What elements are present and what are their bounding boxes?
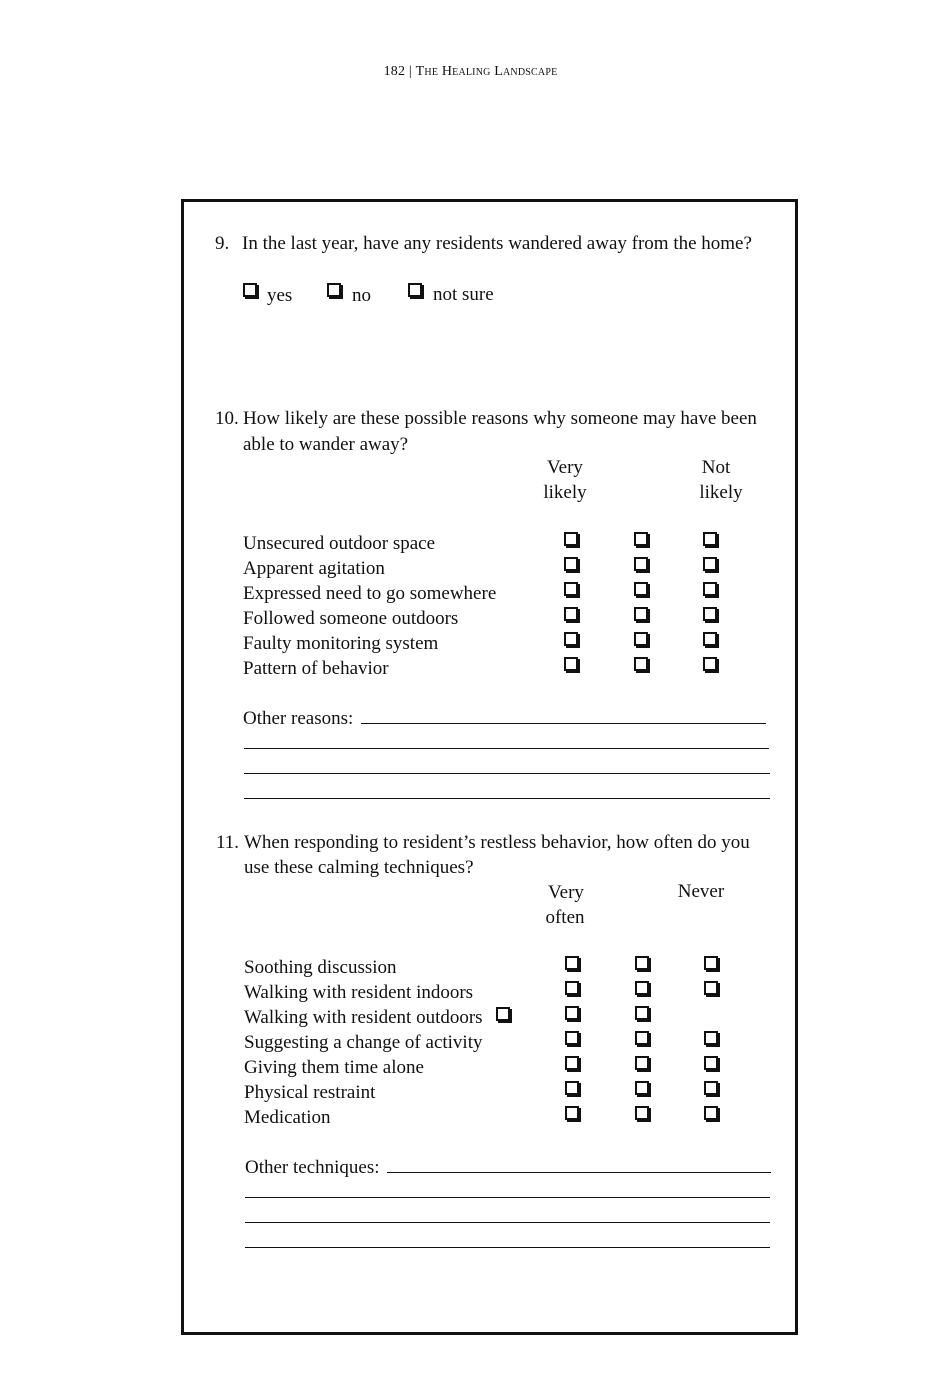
q10-row2-middle-checkbox[interactable]	[634, 557, 648, 571]
q10-other-reasons-label: Other reasons:	[243, 708, 354, 729]
q11-row2-very-often-checkbox[interactable]	[565, 981, 579, 995]
q10-question-line2: able to wander away?	[243, 434, 409, 455]
q10-row5-not-likely-checkbox[interactable]	[703, 632, 717, 646]
q11-row2-middle-checkbox[interactable]	[635, 981, 649, 995]
q11-row4-never-checkbox[interactable]	[704, 1031, 718, 1045]
q10-row4-middle-checkbox[interactable]	[634, 607, 648, 621]
q11-row1-never-checkbox[interactable]	[704, 956, 718, 970]
q10-item-label: Unsecured outdoor space	[243, 533, 436, 554]
q10-question-line1: How likely are these possible reasons why someone may have been	[243, 408, 757, 429]
q10-row4-not-likely-checkbox[interactable]	[703, 607, 717, 621]
q11-item-label: Giving them time alone	[244, 1057, 424, 1078]
q10-other-reasons-line[interactable]	[244, 798, 770, 799]
q9-no-label: no	[352, 285, 371, 306]
q10-row5-middle-checkbox[interactable]	[634, 632, 648, 646]
q11-item-label: Physical restraint	[244, 1082, 376, 1103]
q9-not-sure-checkbox[interactable]	[408, 283, 422, 297]
q10-other-reasons-line[interactable]	[361, 723, 766, 724]
q11-row4-middle-checkbox[interactable]	[635, 1031, 649, 1045]
q10-item-label: Apparent agitation	[243, 558, 385, 579]
q9-no-checkbox[interactable]	[327, 283, 341, 297]
q10-item-label: Pattern of behavior	[243, 658, 389, 679]
q10-row1-very-likely-checkbox[interactable]	[564, 532, 578, 546]
q10-row2-not-likely-checkbox[interactable]	[703, 557, 717, 571]
q11-row7-very-often-checkbox[interactable]	[565, 1106, 579, 1120]
q11-row1-very-often-checkbox[interactable]	[565, 956, 579, 970]
q10-row3-very-likely-checkbox[interactable]	[564, 582, 578, 596]
q10-row5-very-likely-checkbox[interactable]	[564, 632, 578, 646]
q11-row3-middle-checkbox[interactable]	[635, 1006, 649, 1020]
q11-row6-very-often-checkbox[interactable]	[565, 1081, 579, 1095]
q10-row4-very-likely-checkbox[interactable]	[564, 607, 578, 621]
q11-row5-never-checkbox[interactable]	[704, 1056, 718, 1070]
q11-other-techniques-line[interactable]	[245, 1247, 770, 1248]
q10-number: 10.	[215, 408, 239, 429]
q11-row7-middle-checkbox[interactable]	[635, 1106, 649, 1120]
q10-scale-not-likely-label: likely	[699, 482, 743, 503]
q9-number: 9.	[215, 233, 230, 254]
q11-question-line1: When responding to resident’s restless behavior, how often do you	[244, 832, 750, 853]
q10-item-label: Expressed need to go somewhere	[243, 583, 497, 604]
q10-row3-not-likely-checkbox[interactable]	[703, 582, 717, 596]
q10-scale-likely-label: likely	[543, 482, 587, 503]
q11-number: 11.	[216, 832, 240, 853]
q11-item-label: Suggesting a change of activity	[244, 1032, 483, 1053]
page-number: 182	[383, 64, 406, 79]
q11-item-label: Walking with resident outdoors	[244, 1007, 483, 1028]
q11-row2-never-checkbox[interactable]	[704, 981, 718, 995]
q11-other-techniques-line[interactable]	[245, 1197, 770, 1198]
q11-other-techniques-label: Other techniques:	[245, 1157, 380, 1178]
q10-scale-not-label: Not	[701, 457, 731, 478]
q11-row5-middle-checkbox[interactable]	[635, 1056, 649, 1070]
q10-item-label: Faulty monitoring system	[243, 633, 439, 654]
q11-row4-very-often-checkbox[interactable]	[565, 1031, 579, 1045]
q11-item-label: Walking with resident indoors	[244, 982, 474, 1003]
q10-other-reasons-line[interactable]	[244, 748, 769, 749]
book-title: The Healing Landscape	[415, 64, 558, 79]
q11-row6-middle-checkbox[interactable]	[635, 1081, 649, 1095]
q10-row1-not-likely-checkbox[interactable]	[703, 532, 717, 546]
q11-other-techniques-line[interactable]	[387, 1172, 771, 1173]
q10-item-label: Followed someone outdoors	[243, 608, 459, 629]
q10-row6-middle-checkbox[interactable]	[634, 657, 648, 671]
q10-row1-middle-checkbox[interactable]	[634, 532, 648, 546]
q10-scale-very-label: Very	[547, 457, 583, 478]
q9-yes-label: yes	[267, 285, 293, 306]
q11-scale-often-label: often	[545, 907, 585, 928]
q11-row7-never-checkbox[interactable]	[704, 1106, 718, 1120]
q10-row6-not-likely-checkbox[interactable]	[703, 657, 717, 671]
q10-row2-very-likely-checkbox[interactable]	[564, 557, 578, 571]
q11-other-techniques-line[interactable]	[245, 1222, 770, 1223]
q11-row5-very-often-checkbox[interactable]	[565, 1056, 579, 1070]
q9-not-sure-label: not sure	[433, 284, 494, 305]
q11-row3-very-often-checkbox[interactable]	[565, 1006, 579, 1020]
q11-item-label: Medication	[244, 1107, 331, 1128]
running-header	[0, 64, 941, 80]
q11-scale-very-label: Very	[548, 882, 584, 903]
q9-yes-checkbox[interactable]	[243, 283, 257, 297]
q11-row3-never-checkbox[interactable]	[496, 1007, 510, 1021]
q11-row6-never-checkbox[interactable]	[704, 1081, 718, 1095]
q9-question: In the last year, have any residents wandered away from the home?	[242, 233, 752, 254]
q10-row6-very-likely-checkbox[interactable]	[564, 657, 578, 671]
q10-row3-middle-checkbox[interactable]	[634, 582, 648, 596]
q11-question-line2: use these calming techniques?	[244, 857, 474, 878]
q11-row1-middle-checkbox[interactable]	[635, 956, 649, 970]
q11-scale-never-label: Never	[677, 881, 725, 902]
header-separator: |	[408, 64, 412, 79]
q11-item-label: Soothing discussion	[244, 957, 397, 978]
q10-other-reasons-line[interactable]	[244, 773, 770, 774]
